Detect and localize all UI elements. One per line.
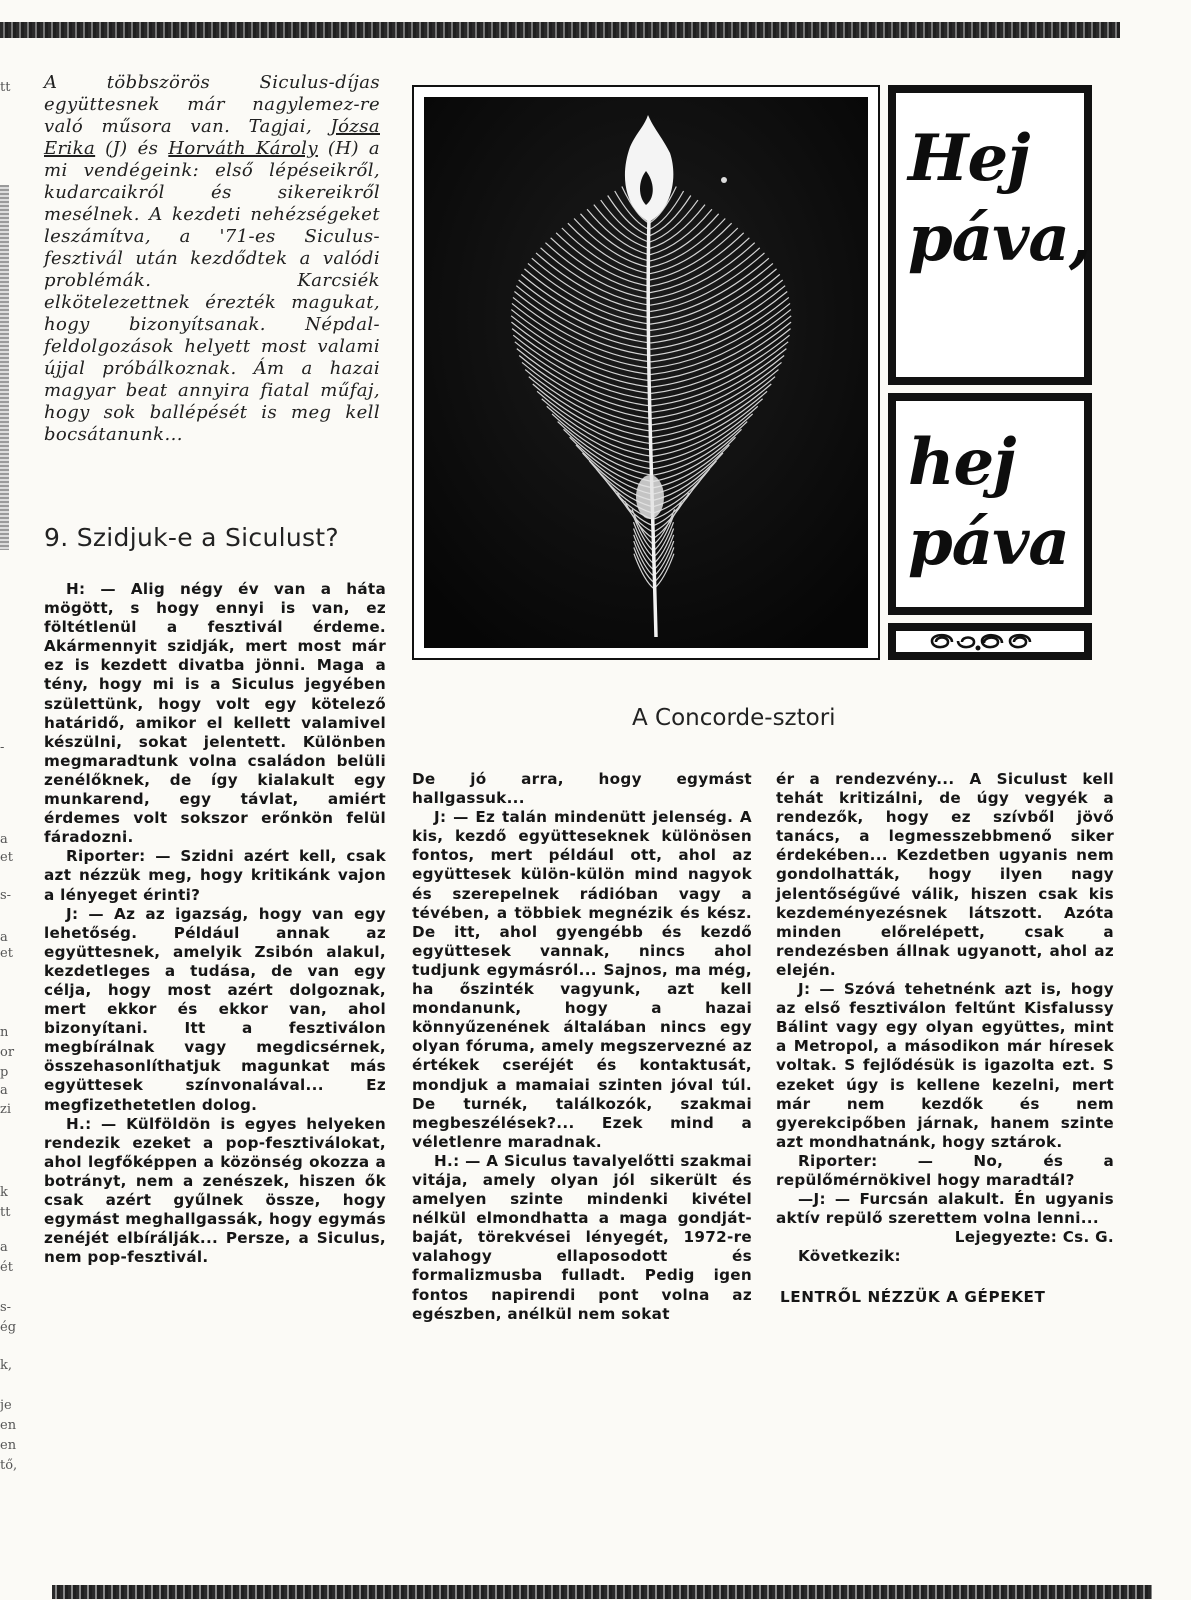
edge-fragment: a [0, 832, 8, 847]
peacock-feather-photo [424, 97, 868, 648]
byline: Lejegyezte: Cs. G. [954, 1228, 1114, 1247]
member-name: Józsa Erika [44, 116, 380, 159]
edge-fragment: s- [0, 1300, 12, 1315]
paragraph: ér a rendezvény... A Siculust kell tehát kritizálni, de úgy vegyék a rendezők, hogy ez szívből jövő tanács, a legmesszebbmenő siker érdekében... Kezdetben ugyanis nem gondolhatták, hogy ilyen nagy jelentőségűvé válik, hiszen csak kis kezdeményezésnek látszott. Azóta minden előrelépett, csak a rendezésben állnak ugyanott, ahol az elején. [776, 770, 1114, 979]
edge-fragment: tt [0, 1205, 11, 1220]
paragraph: H.: — Külföldön is egyes helyeken rendezik ezeket a pop-fesztiválokat, ahol legfőképpen a közönség okozza a botrányt, nem a zenészek, hiszen ők csak azért gyűlnek össze, hogy egymást meghallgassák, hogy egymás zenéjét elbírálják... Persze, a Siculus, nem pop-fesztivál. [44, 1114, 386, 1267]
member-name: Horváth Károly [168, 138, 318, 159]
intro-text: A többszörös Siculus-díjas együttesnek már nagylemez-re való műsora van. Tagjai, [44, 72, 380, 137]
ornament-spiral-icon [896, 631, 1084, 652]
top-rule [0, 22, 1120, 38]
edge-fragment: en [0, 1438, 17, 1453]
paragraph: J: — Az az igazság, hogy van egy lehetőség. Például annak az együttesnek, amelyik Zsibón alakul, kezdetleges a tudása, de van egy célja, hogy most azért dolgoznak, mert ekkor és ekkor van, ahol bizonyítani. Itt a fesztiválon megbírálnak vagy megdicsérnek, összehasonlíthatjuk magunkat más együttesek színvonalával... Ez megfizethetetlen dolog. [44, 904, 386, 1114]
article-column-2 [412, 770, 752, 1324]
edge-fragment: ég [0, 1320, 17, 1335]
article-column-3 [776, 770, 1114, 1308]
hej-pava-graphic [412, 85, 1092, 660]
section-heading: 9. Szidjuk-e a Siculust? [44, 523, 339, 552]
title-panel-top [888, 85, 1092, 385]
graphic-title-line-2: hej páva [908, 425, 1069, 580]
intro-lead [44, 72, 380, 446]
paragraph: —J: — Furcsán alakult. Én ugyanis aktív repülő szerettem volna lenni... [776, 1190, 1114, 1228]
paragraph: Riporter: — No, és a repülőmérnökivel hogy maradtál? [776, 1151, 1114, 1189]
edge-fragment: a [0, 1083, 8, 1098]
edge-fragment: tt [0, 80, 11, 95]
edge-fragment: et [0, 850, 13, 865]
edge-fragment: n [0, 1025, 9, 1040]
edge-fragment: s- [0, 888, 12, 903]
paragraph: De jó arra, hogy egymást hallgassuk... [412, 770, 752, 808]
article-column-1 [44, 580, 386, 1267]
edge-fragment: zi [0, 1102, 12, 1117]
paragraph: H: — Alig négy év van a háta mögött, s hogy ennyi is van, ez föltétlenül a fesztivál érdeme. Akármennyit szidják, mert most már ez is kezdett divatba jönni. Maga a tény, hogy mi is a Siculus jegyében születtünk, hogy volt egy kötelező határidő, amikor el kellett valamivel készülni, sokat jelentett. Különben megmaradtunk volna családon belüli zenélőknek, de így kialakult egy munkarend, egy távlat, amiért érdemes volt sokszor erőnkön felül fáradozni. [44, 580, 386, 847]
graphic-title-line-1: Hej páva, [908, 121, 1091, 276]
edge-fragment: tő, [0, 1458, 18, 1473]
edge-fragment: a [0, 930, 8, 945]
edge-fragment: a [0, 1240, 8, 1255]
photo-frame [412, 85, 880, 660]
edge-fragment: k [0, 1185, 8, 1200]
edge-fragment: k, [0, 1358, 13, 1373]
intro-text: (J) és [95, 138, 169, 159]
title-panel-middle [888, 393, 1092, 615]
paragraph: H.: — A Siculus tavalyelőtti szakmai vitája, amely olyan jól sikerült és amelyen szinte mindenki kivétel nélkül elmondhatta a maga gondját-baját, törekvései lényegét, 1972-re valahogy ellaposodott és formalizmusba fulladt. Pedig igen fontos napirendi pont volna az egészben, anélkül nem sokat [412, 1151, 752, 1323]
peacock-feather-icon [424, 97, 868, 648]
paragraph: J: — Szóvá tehetnénk azt is, hogy az első fesztiválon feltűnt Kisfalussy Bálint vagy egy olyan együttes, mint a Metropol, a másodikon már híresek voltak. S fejlődésük is igazolta ezt. S ezeket úgy is kellene kezelni, mert már nem kezdők és nem gyerekcipőben járnak, hanem szinte azt mondhatnánk, hogy sztárok. [776, 980, 1114, 1151]
edge-fragment: et [0, 946, 13, 961]
adjacent-column-edge [0, 185, 9, 550]
edge-fragment: - [0, 740, 5, 755]
sub-heading: A Concorde-sztori [632, 705, 836, 731]
intro-text: (H) a mi vendégeink: első lépéseikről, kudarcaikról és sikereikről mesélnek. A kezdeti nehézségeket leszámítva, a '71-es Siculus-fesztivál után kezdődtek a valódi problémák. Karcsiék elkötelezettnek érezték magukat, hogy bizonyítsanak. Népdal-feldolgozások helyett most valami újjal próbálkoznak. Ám a hazai magyar beat annyira fiatal műfaj, hogy sok ballépését is meg kell bocsátanunk... [44, 138, 380, 445]
next-episode-title: LENTRŐL NÉZZÜK A GÉPEKET [780, 1288, 1046, 1307]
paragraph: J: — Ez talán mindenütt jelenség. A kis, kezdő együtteseknek különösen fontos, mert például ott, ahol az együttesek külön-külön mind nagyok és szerepelnek rádióban vagy a tévében, a többiek megnézik és kész. De itt, ahol gyengébb és kezdő együttesek vannak, nincs ahol tudjunk egymásról... Sajnos, ma még, ha őszinték vagyunk, azt kell mondanunk, hogy a hazai könnyűzenének általában nincs egy olyan fóruma, amely megszervezné az értékek cseréjét és kontaktusát, mondjuk a mamaiai szinten jóval túl. De turnék, találkozók, szakmai megbeszélések?... Ezek mind a véletlenre maradnak. [412, 808, 752, 1151]
edge-fragment: je [0, 1398, 12, 1413]
edge-fragment: ét [0, 1260, 13, 1275]
continued-label: Következik: [798, 1247, 901, 1266]
bottom-rule [52, 1585, 1152, 1599]
edge-fragment: p [0, 1065, 9, 1080]
edge-fragment: or [0, 1045, 15, 1060]
edge-fragment: en [0, 1418, 17, 1433]
paragraph: Riporter: — Szidni azért kell, csak azt nézzük meg, hogy kritikánk vajon a lényeget érinti? [44, 847, 386, 904]
ornament-panel [888, 623, 1092, 660]
